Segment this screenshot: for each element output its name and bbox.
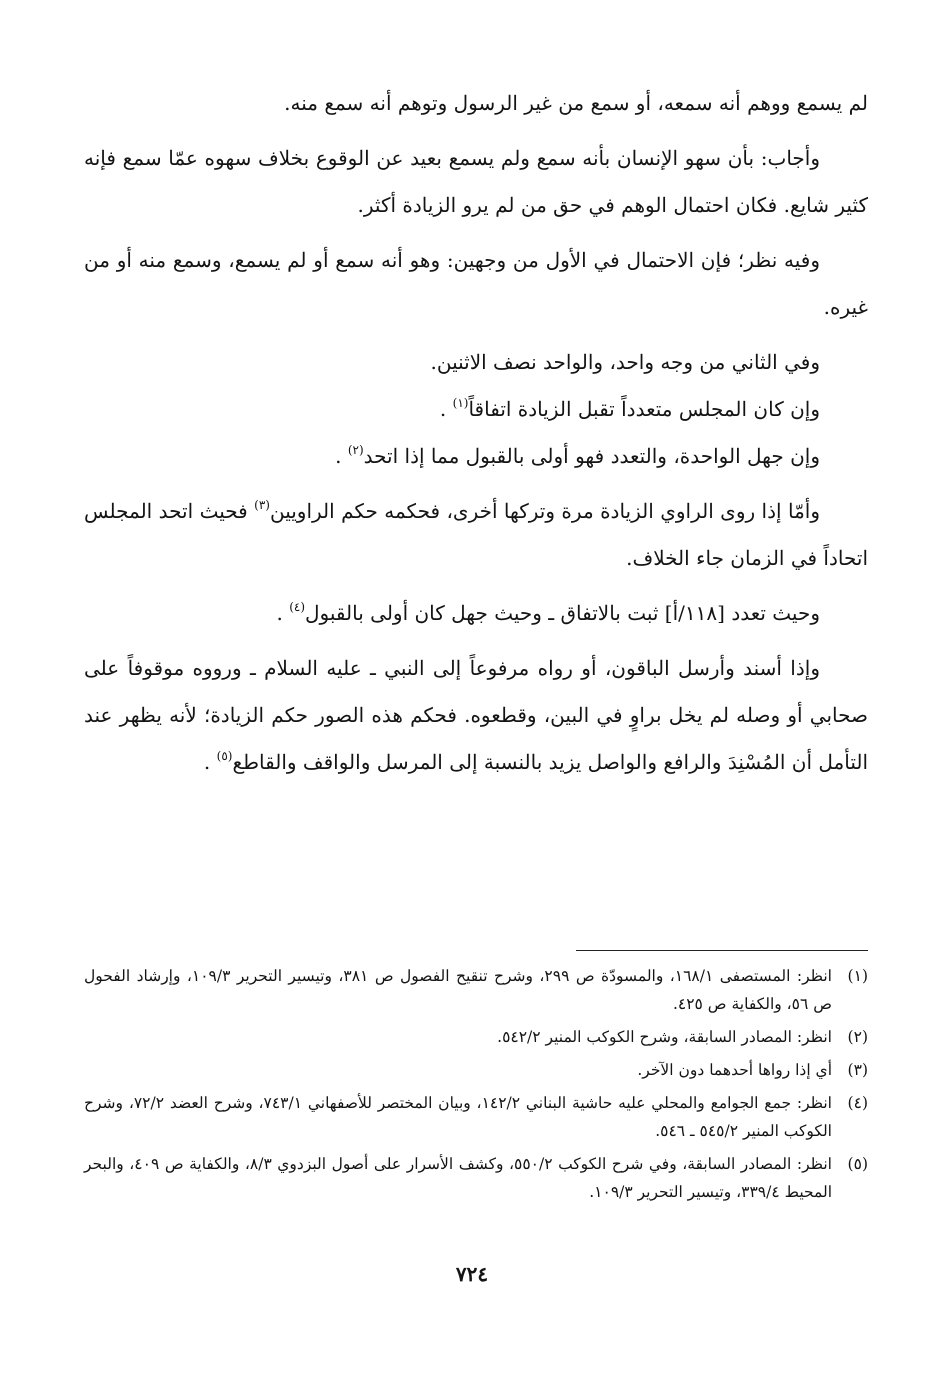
paragraph-8: [84, 590, 868, 637]
paragraph-9: [84, 645, 868, 786]
paragraph-7: [84, 488, 868, 582]
paragraph-9-period: .: [203, 750, 211, 774]
paragraph-1: لم يسمع ووهم أنه سمعه، أو سمع من غير الرسول وتوهم أنه سمع منه.: [284, 91, 868, 115]
footnote-text: انظر: المصادر السابقة، وشرح الكوكب المنير ٥٤٢/٢.: [497, 1028, 832, 1046]
footnote-marker-3[interactable]: (٣): [254, 498, 270, 512]
paragraph-7-continuation: فحيث اتحد المجلس اتحاداً في الزمان جاء الخلاف.: [84, 499, 868, 570]
paragraph-5-period: .: [439, 397, 447, 421]
footnote-text: انظر: جمع الجوامع والمحلي عليه حاشية البناني ١٤٢/٢، وبيان المختصر للأصفهاني ٧٤٣/١، وشرح العضد ٧٢/٢، وشرح الكوكب المنير ٥٤٥/٢ ـ ٥٤٦.: [84, 1094, 832, 1140]
paragraph-3: وفيه نظر؛ فإن الاحتمال في الأول من وجهين: وهو أنه سمع أو لم يسمع، وسمع منه أو من غيره.: [84, 248, 868, 319]
footnote-number: (١): [847, 967, 868, 985]
footnote-4: [84, 1089, 868, 1145]
footnote-number: (٣): [847, 1061, 868, 1079]
footnote-marker-1[interactable]: (١): [452, 396, 469, 410]
paragraph-5: [84, 386, 868, 433]
footnote-divider: [576, 950, 868, 951]
footnote-text: أي إذا رواها أحدهما دون الآخر.: [637, 1061, 832, 1079]
paragraph-6-period: .: [335, 444, 342, 468]
footnote-marker-4[interactable]: (٤): [289, 600, 306, 614]
footnote-2: [84, 1023, 868, 1051]
paragraph-8-period: .: [276, 601, 283, 625]
paragraph-4: وفي الثاني من وجه واحد، والواحد نصف الاثنين.: [430, 350, 820, 374]
footnote-1: [84, 962, 868, 1018]
footnotes-section: [84, 962, 868, 1211]
footnote-number: (٤): [847, 1094, 868, 1112]
footnote-5: [84, 1150, 868, 1206]
footnote-marker-2[interactable]: (٢): [347, 443, 364, 457]
paragraph-6-text: وإن جهل الواحدة، والتعدد فهو أولى بالقبول مما إذا اتحد: [363, 444, 820, 468]
footnote-text: انظر: المصادر السابقة، وفي شرح الكوكب ٥٥٠/٢، وكشف الأسرار على أصول البزدوي ٨/٣، والكفاية ص ٤٠٩، والبحر المحيط ٣٣٩/٤، وتيسير التحرير ١٠٩/٣.: [84, 1155, 832, 1201]
footnote-number: (٢): [847, 1028, 868, 1046]
page-number: ٧٢٤: [455, 1262, 489, 1286]
paragraph-2: وأجاب: بأن سهو الإنسان بأنه سمع ولم يسمع بعيد عن الوقوع بخلاف سهوه عمّا سمع فإنه كثير شايع. فكان احتمال الوهم في حق من لم يرو الزيادة أكثر.: [84, 146, 868, 217]
footnote-text: انظر: المستصفى ١٦٨/١، والمسودّة ص ٢٩٩، وشرح تنقيح الفصول ص ٣٨١، وتيسير التحرير ١٠٩/٣، وإرشاد الفحول ص ٥٦، والكفاية ص ٤٢٥.: [84, 967, 832, 1013]
paragraph-9-text: وإذا أسند وأرسل الباقون، أو رواه مرفوعاً إلى النبي ـ عليه السلام ـ ورووه موقوفاً على صحابي أو وصله لم يخل براوٍ في البين، وقطعوه. فحكم هذه الصور حكم الزيادة؛ لأنه يظهر عند التأمل أن المُسْنِدَ والرافع والواصل يزيد بالنسبة إلى المرسل والواقف والقاطع: [84, 656, 868, 774]
footnote-number: (٥): [847, 1155, 868, 1173]
main-text: [84, 80, 868, 794]
paragraph-7-text: وأمّا إذا روى الراوي الزيادة مرة وتركها أخرى، فحكمه حكم الراويين: [269, 499, 820, 523]
paragraph-8-text: وحيث تعدد [١١٨/أ] ثبت بالاتفاق ـ وحيث جهل كان أولى بالقبول: [305, 601, 820, 625]
paragraph-6: [84, 433, 868, 480]
footnote-3: [84, 1056, 868, 1084]
paragraph-5-text: وإن كان المجلس متعدداً تقبل الزيادة اتفاقاً: [468, 397, 820, 421]
footnote-marker-5[interactable]: (٥): [216, 749, 233, 763]
